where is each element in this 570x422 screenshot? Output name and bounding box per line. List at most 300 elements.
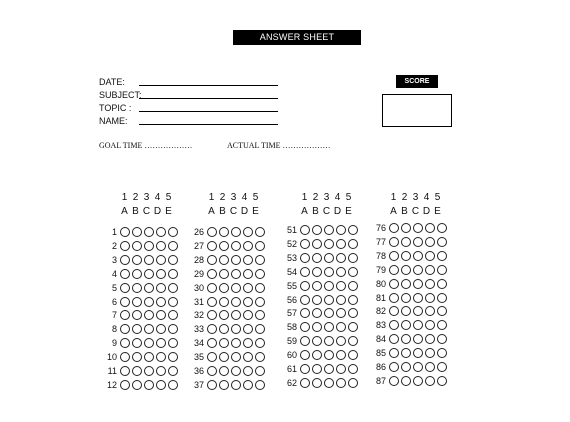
answer-bubble[interactable] [425,334,435,344]
answer-bubble[interactable] [389,237,399,247]
answer-bubble[interactable] [156,227,166,237]
answer-bubble[interactable] [389,251,399,261]
question-row [279,321,360,333]
answer-bubble[interactable] [413,362,423,372]
question-number: 57 [286,308,297,319]
answer-bubble[interactable] [255,297,265,307]
answer-bubble[interactable] [168,324,178,334]
answer-bubble[interactable] [300,378,310,388]
answer-bubble[interactable] [207,297,217,307]
answer-bubble[interactable] [219,310,229,320]
answer-bubble[interactable] [413,279,423,289]
choice-number-header [119,192,174,204]
answer-column-2 [186,0,268,422]
answer-bubble[interactable] [425,320,435,330]
answer-bubble[interactable] [413,306,423,316]
answer-bubble[interactable] [144,241,154,251]
answer-bubble[interactable] [300,253,310,263]
answer-bubble[interactable] [437,362,447,372]
question-row [186,365,267,377]
answer-bubble[interactable] [144,338,154,348]
answer-bubble[interactable] [120,352,130,362]
answer-bubble[interactable] [401,320,411,330]
answer-column-4 [368,0,450,422]
score-label: SCORE [396,75,438,88]
question-row [186,323,267,335]
answer-bubble[interactable] [413,237,423,247]
answer-bubble[interactable] [413,251,423,261]
answer-bubble[interactable] [231,338,241,348]
answer-bubble[interactable] [255,380,265,390]
answer-bubble[interactable] [255,283,265,293]
answer-bubble[interactable] [336,364,346,374]
answer-bubble[interactable] [243,310,253,320]
answer-bubble[interactable] [231,269,241,279]
answer-bubble[interactable] [243,380,253,390]
answer-bubble[interactable] [425,293,435,303]
answer-bubble[interactable] [207,380,217,390]
answer-bubble[interactable] [336,281,346,291]
answer-bubble[interactable] [132,324,142,334]
answer-bubble[interactable] [312,267,322,277]
question-number: 52 [286,238,297,249]
question-row [186,254,267,266]
answer-bubble[interactable] [255,227,265,237]
answer-bubble[interactable] [219,297,229,307]
answer-bubble[interactable] [255,352,265,362]
choice-number: 1 [121,192,128,203]
answer-bubble[interactable] [401,293,411,303]
answer-bubble[interactable] [219,227,229,237]
answer-bubble[interactable] [168,310,178,320]
answer-bubble[interactable] [437,334,447,344]
answer-bubble[interactable] [348,225,358,235]
answer-bubble[interactable] [437,306,447,316]
answer-bubble[interactable] [389,362,399,372]
answer-bubble[interactable] [324,281,334,291]
answer-bubble[interactable] [120,380,130,390]
answer-bubble[interactable] [120,310,130,320]
answer-bubble[interactable] [389,306,399,316]
answer-bubble[interactable] [300,336,310,346]
answer-bubble[interactable] [437,279,447,289]
answer-bubble[interactable] [312,308,322,318]
answer-bubble[interactable] [144,283,154,293]
answer-bubble[interactable] [336,295,346,305]
answer-bubble[interactable] [243,283,253,293]
answer-bubble[interactable] [168,269,178,279]
answer-bubble[interactable] [120,366,130,376]
answer-bubble[interactable] [425,376,435,386]
answer-bubble[interactable] [401,251,411,261]
choice-number: 4 [334,192,341,203]
answer-bubble[interactable] [231,283,241,293]
answer-bubble[interactable] [324,322,334,332]
question-number: 80 [375,278,386,289]
choice-letter: E [165,206,172,217]
answer-bubble[interactable] [312,239,322,249]
answer-bubble[interactable] [437,265,447,275]
answer-bubble[interactable] [401,306,411,316]
answer-bubble[interactable] [243,352,253,362]
answer-bubble[interactable] [207,283,217,293]
answer-bubble[interactable] [312,336,322,346]
choice-number: 3 [230,192,237,203]
answer-bubble[interactable] [401,223,411,233]
answer-bubble[interactable] [300,322,310,332]
answer-bubble[interactable] [168,227,178,237]
question-row [279,238,360,250]
answer-bubble[interactable] [425,306,435,316]
answer-bubble[interactable] [348,308,358,318]
question-number: 87 [375,375,386,386]
answer-bubble[interactable] [255,366,265,376]
answer-bubble[interactable] [207,366,217,376]
answer-bubble[interactable] [425,348,435,358]
answer-bubble[interactable] [389,348,399,358]
answer-bubble[interactable] [312,350,322,360]
answer-bubble[interactable] [219,366,229,376]
answer-bubble[interactable] [348,322,358,332]
answer-bubble[interactable] [156,283,166,293]
answer-bubble[interactable] [156,241,166,251]
question-row [279,224,360,236]
answer-bubble[interactable] [219,338,229,348]
answer-bubble[interactable] [312,364,322,374]
answer-bubble[interactable] [231,227,241,237]
answer-bubble[interactable] [437,320,447,330]
answer-bubble[interactable] [243,366,253,376]
answer-bubble[interactable] [231,324,241,334]
answer-bubble[interactable] [168,338,178,348]
answer-bubble[interactable] [324,225,334,235]
answer-bubble[interactable] [348,350,358,360]
answer-bubble[interactable] [324,267,334,277]
answer-bubble[interactable] [219,241,229,251]
answer-bubble[interactable] [156,324,166,334]
answer-bubble[interactable] [336,267,346,277]
answer-bubble[interactable] [132,241,142,251]
answer-bubble[interactable] [300,239,310,249]
answer-bubble[interactable] [168,297,178,307]
answer-bubble[interactable] [324,350,334,360]
answer-bubble[interactable] [413,376,423,386]
answer-bubble[interactable] [156,310,166,320]
answer-bubble[interactable] [324,308,334,318]
choice-number: 3 [143,192,150,203]
answer-bubble[interactable] [389,223,399,233]
answer-bubble[interactable] [132,338,142,348]
question-number: 11 [107,366,117,376]
answer-bubble[interactable] [144,297,154,307]
answer-bubble[interactable] [348,364,358,374]
answer-bubble[interactable] [156,352,166,362]
question-row [186,309,267,321]
answer-bubble[interactable] [132,255,142,265]
question-row [368,305,449,317]
answer-bubble[interactable] [401,334,411,344]
answer-bubble[interactable] [132,366,142,376]
answer-bubble[interactable] [324,336,334,346]
answer-column-1 [99,0,181,422]
answer-bubble[interactable] [144,227,154,237]
answer-bubble[interactable] [255,324,265,334]
question-row [279,377,360,389]
answer-bubble[interactable] [168,255,178,265]
question-number: 27 [193,240,204,251]
answer-column-3 [279,0,361,422]
answer-bubble[interactable] [255,310,265,320]
choice-number: 2 [312,192,319,203]
choice-letter: D [333,206,342,217]
answer-bubble[interactable] [413,223,423,233]
answer-bubble[interactable] [336,350,346,360]
answer-bubble[interactable] [231,255,241,265]
answer-bubble[interactable] [425,265,435,275]
answer-bubble[interactable] [243,241,253,251]
answer-bubble[interactable] [336,308,346,318]
choice-number: 1 [390,192,397,203]
choice-letter-header [119,206,174,218]
answer-bubble[interactable] [243,255,253,265]
answer-bubble[interactable] [144,255,154,265]
answer-bubble[interactable] [255,338,265,348]
answer-bubble[interactable] [120,297,130,307]
answer-bubble[interactable] [336,322,346,332]
answer-bubble[interactable] [312,322,322,332]
choice-number: 2 [219,192,226,203]
answer-bubble[interactable] [132,283,142,293]
answer-bubble[interactable] [156,297,166,307]
answer-bubble[interactable] [144,380,154,390]
answer-bubble[interactable] [413,293,423,303]
answer-bubble[interactable] [425,251,435,261]
answer-bubble[interactable] [300,308,310,318]
answer-bubble[interactable] [312,378,322,388]
answer-bubble[interactable] [413,348,423,358]
question-row [99,323,180,335]
answer-bubble[interactable] [401,237,411,247]
answer-bubble[interactable] [389,376,399,386]
answer-bubble[interactable] [243,297,253,307]
answer-bubble[interactable] [324,253,334,263]
answer-bubble[interactable] [219,283,229,293]
question-number: 58 [286,322,297,333]
answer-bubble[interactable] [389,279,399,289]
question-number: 78 [375,250,386,261]
answer-bubble[interactable] [312,225,322,235]
answer-bubble[interactable] [437,251,447,261]
answer-bubble[interactable] [348,295,358,305]
answer-bubble[interactable] [207,352,217,362]
answer-bubble[interactable] [207,310,217,320]
answer-bubble[interactable] [168,366,178,376]
question-row [368,278,449,290]
choice-letter: B [132,206,139,217]
answer-bubble[interactable] [389,334,399,344]
question-number: 60 [286,350,297,361]
answer-bubble[interactable] [336,225,346,235]
question-number: 62 [286,377,297,388]
answer-bubble[interactable] [437,293,447,303]
answer-bubble[interactable] [132,297,142,307]
answer-bubble[interactable] [324,378,334,388]
answer-bubble[interactable] [120,255,130,265]
answer-bubble[interactable] [425,237,435,247]
question-number: 8 [111,324,117,335]
answer-bubble[interactable] [207,324,217,334]
answer-bubble[interactable] [207,269,217,279]
answer-bubble[interactable] [348,281,358,291]
answer-bubble[interactable] [120,227,130,237]
answer-bubble[interactable] [324,364,334,374]
answer-bubble[interactable] [207,338,217,348]
answer-bubble[interactable] [207,255,217,265]
question-row [279,335,360,347]
answer-bubble[interactable] [312,295,322,305]
answer-bubble[interactable] [437,223,447,233]
answer-bubble[interactable] [243,324,253,334]
answer-bubble[interactable] [231,241,241,251]
answer-bubble[interactable] [348,336,358,346]
answer-bubble[interactable] [389,293,399,303]
answer-bubble[interactable] [144,324,154,334]
question-row [279,363,360,375]
answer-bubble[interactable] [425,223,435,233]
answer-bubble[interactable] [437,376,447,386]
answer-bubble[interactable] [207,227,217,237]
answer-bubble[interactable] [348,253,358,263]
answer-bubble[interactable] [120,324,130,334]
answer-bubble[interactable] [144,352,154,362]
answer-bubble[interactable] [120,269,130,279]
answer-bubble[interactable] [168,241,178,251]
answer-bubble[interactable] [144,269,154,279]
answer-bubble[interactable] [219,269,229,279]
answer-bubble[interactable] [144,366,154,376]
answer-bubble[interactable] [156,269,166,279]
answer-bubble[interactable] [231,380,241,390]
answer-bubble[interactable] [231,310,241,320]
answer-bubble[interactable] [168,283,178,293]
question-row [99,226,180,238]
answer-bubble[interactable] [300,364,310,374]
answer-bubble[interactable] [401,279,411,289]
question-number: 76 [375,223,386,233]
question-number: 6 [111,296,117,307]
answer-bubble[interactable] [132,380,142,390]
answer-bubble[interactable] [156,255,166,265]
answer-bubble[interactable] [120,241,130,251]
answer-bubble[interactable] [132,227,142,237]
choice-letter-header [299,206,354,218]
answer-bubble[interactable] [219,324,229,334]
answer-bubble[interactable] [336,336,346,346]
answer-bubble[interactable] [255,241,265,251]
answer-bubble[interactable] [300,267,310,277]
answer-bubble[interactable] [348,378,358,388]
choice-letter: C [229,206,238,217]
answer-bubble[interactable] [219,255,229,265]
answer-bubble[interactable] [243,269,253,279]
answer-bubble[interactable] [389,320,399,330]
answer-bubble[interactable] [312,281,322,291]
question-number: 77 [375,236,386,247]
answer-bubble[interactable] [336,253,346,263]
answer-bubble[interactable] [401,265,411,275]
answer-bubble[interactable] [336,378,346,388]
question-number: 55 [286,280,297,291]
answer-bubble[interactable] [300,225,310,235]
answer-bubble[interactable] [120,283,130,293]
answer-bubble[interactable] [231,297,241,307]
answer-bubble[interactable] [401,376,411,386]
question-row [99,337,180,349]
answer-bubble[interactable] [132,269,142,279]
answer-bubble[interactable] [324,239,334,249]
answer-bubble[interactable] [348,267,358,277]
answer-bubble[interactable] [425,362,435,372]
answer-bubble[interactable] [425,279,435,289]
answer-bubble[interactable] [324,295,334,305]
answer-bubble[interactable] [401,348,411,358]
answer-bubble[interactable] [231,352,241,362]
answer-bubble[interactable] [219,352,229,362]
answer-bubble[interactable] [219,380,229,390]
answer-bubble[interactable] [413,334,423,344]
answer-bubble[interactable] [413,320,423,330]
answer-bubble[interactable] [437,348,447,358]
answer-bubble[interactable] [300,350,310,360]
answer-bubble[interactable] [255,269,265,279]
question-number: 36 [193,366,204,376]
question-row [279,349,360,361]
question-row [368,319,449,331]
answer-bubble[interactable] [156,366,166,376]
answer-bubble[interactable] [243,338,253,348]
answer-bubble[interactable] [300,281,310,291]
choice-letter: B [401,206,408,217]
answer-bubble[interactable] [255,255,265,265]
answer-bubble[interactable] [132,352,142,362]
answer-bubble[interactable] [156,380,166,390]
question-number: 2 [111,240,117,251]
choice-letter: C [411,206,420,217]
answer-bubble[interactable] [168,380,178,390]
answer-bubble[interactable] [312,253,322,263]
answer-bubble[interactable] [336,239,346,249]
answer-bubble[interactable] [401,362,411,372]
answer-bubble[interactable] [437,237,447,247]
answer-bubble[interactable] [120,338,130,348]
answer-bubble[interactable] [156,338,166,348]
question-row [99,379,180,391]
answer-bubble[interactable] [389,265,399,275]
question-row [186,282,267,294]
question-number: 85 [375,348,386,359]
answer-bubble[interactable] [168,352,178,362]
answer-bubble[interactable] [144,310,154,320]
answer-bubble[interactable] [132,310,142,320]
answer-bubble[interactable] [413,265,423,275]
answer-bubble[interactable] [207,241,217,251]
question-number: 34 [193,338,204,349]
answer-bubble[interactable] [300,295,310,305]
answer-bubble[interactable] [243,227,253,237]
choice-number: 4 [423,192,430,203]
answer-bubble[interactable] [348,239,358,249]
answer-bubble[interactable] [231,366,241,376]
